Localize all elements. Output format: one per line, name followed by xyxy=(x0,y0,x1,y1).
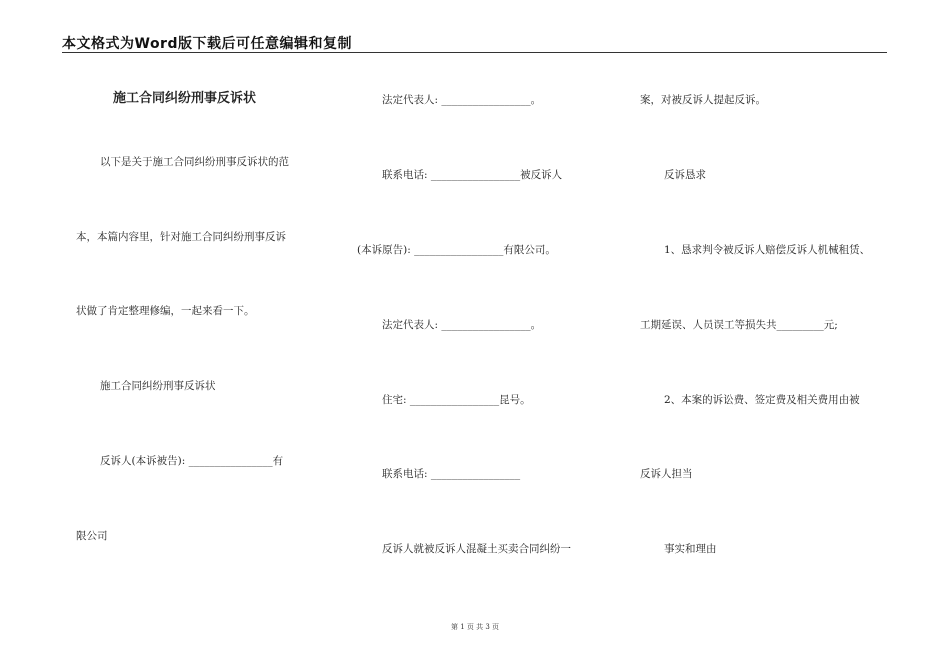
paragraph-line: 1、恳求判令被反诉人赔偿反诉人机械租赁、 xyxy=(664,244,871,256)
paragraph-line: 以下是关于施工合同纠纷刑事反诉状的范 xyxy=(100,156,289,168)
paragraph-line: 联系电话: _________________被反诉人 xyxy=(382,169,563,181)
paragraph-line: 2、本案的诉讼费、签定费及相关费用由被 xyxy=(664,394,860,406)
paragraph-line: 联系电话: _________________ xyxy=(382,468,521,480)
section-heading: 施工合同纠纷刑事反诉状 xyxy=(100,380,216,392)
paragraph-line: (本诉原告): _________________有限公司。 xyxy=(357,244,556,256)
document-banner: 本文格式为Word版下载后可任意编辑和复制 xyxy=(62,36,352,52)
paragraph-line: 工期延误、人员误工等损失共_________元; xyxy=(640,319,838,331)
paragraph-line: 限公司 xyxy=(76,530,108,542)
paragraph-line: 案，对被反诉人提起反诉。 xyxy=(640,94,766,106)
page-number: 第 1 页 共 3 页 xyxy=(450,623,500,631)
paragraph-line: 法定代表人: _________________。 xyxy=(382,319,542,331)
section-heading: 事实和理由 xyxy=(664,543,717,555)
paragraph-line: 法定代表人: _________________。 xyxy=(382,94,542,106)
paragraph-line: 状做了肯定整理修编，一起来看一下。 xyxy=(76,305,255,317)
header-divider xyxy=(62,52,887,53)
paragraph-line: 反诉人担当 xyxy=(640,468,693,480)
paragraph-line: 本，本篇内容里，针对施工合同纠纷刑事反诉 xyxy=(76,231,286,243)
document-title: 施工合同纠纷刑事反诉状 xyxy=(113,91,257,106)
paragraph-line: 反诉人就被反诉人混凝土买卖合同纠纷一 xyxy=(382,543,571,555)
paragraph-line: 住宅: _________________昆号。 xyxy=(382,394,531,406)
paragraph-line: 反诉人(本诉被告): ________________有 xyxy=(100,455,284,467)
section-heading: 反诉恳求 xyxy=(664,169,706,181)
